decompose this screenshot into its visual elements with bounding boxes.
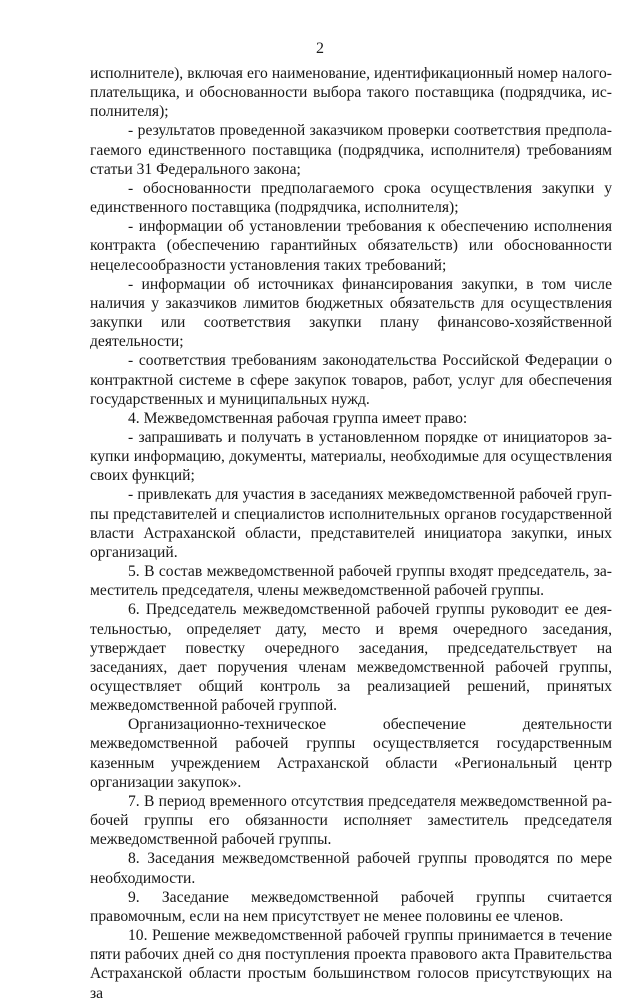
clause-4: 4. Межведомственная рабочая группа имеет право: bbox=[128, 409, 468, 427]
list-item: - запрашивать и получать в установленном порядке от инициаторов закупки информацию, документы, материалы, необходимые для осуществления своих функций; bbox=[90, 428, 612, 485]
list-item: - соответствия требованиям законодательства Российской Федерации о контрактной системе в сфере закупок товаров, работ, услуг для обеспечения государственных и муниципальных нужд. bbox=[90, 352, 612, 408]
document-body bbox=[90, 64, 612, 1003]
list-item: - информации об установлении требования к обеспечению исполнения контракта (обеспечению гарантийных обязательств) или обоснованности нецелесообразности установления таких требований; bbox=[90, 218, 612, 274]
clause-10: 10. Решение межведомственной рабочей группы принимается в течение пяти рабочих дней со дня поступления проекта правового акта Правительства Астраханской области простым большинством голосов присутствующих на за bbox=[90, 927, 612, 1002]
paragraph: исполнителе), включая его наименование, идентификационный номер налогоплательщика, и обоснованности выбора такого поставщика (подрядчика, исполнителя); bbox=[90, 65, 612, 121]
list-item: - обоснованности предполагаемого срока осуществления закупки у единственного поставщика (подрядчика, исполнителя); bbox=[90, 179, 612, 217]
clause-6: 6. Председатель межведомственной рабочей группы руководит ее деятельностью, определяет дату, место и время очередного заседания, утверждает повестку очередного заседания, председательствует на заседаниях, дает поручения членам межведомственной рабочей группы, осуществляет общий контроль за реализацией решений, принятых межведомственной рабочей группой. bbox=[90, 601, 612, 715]
list-item: - информации об источниках финансирования закупки, в том числе наличия у заказчиков лимитов бюджетных обязательств для осуществления закупки или соответствия закупки плану финансово-хозяйственной деятельности; bbox=[90, 275, 612, 351]
clause-8: 8. Заседания межведомственной рабочей группы проводятся по мере необходимости. bbox=[90, 850, 612, 887]
page-number: 2 bbox=[316, 40, 324, 57]
list-item: - результатов проведенной заказчиком проверки соответствия предполагаемого единственного поставщика (подрядчика, исполнителя) требованиям статьи 31 Федерального закона; bbox=[90, 122, 612, 178]
clause-9: 9. Заседание межведомственной рабочей группы считается правомочным, если на нем присутствует не менее половины ее членов. bbox=[90, 888, 612, 925]
clause-7: 7. В период временного отсутствия председателя межведомственной рабочей группы его обязанности исполняет заместитель председателя межведомственной рабочей группы. bbox=[90, 792, 612, 849]
list-item: - привлекать для участия в заседаниях межведомственной рабочей группы представителей и специалистов исполнительных органов государственной власти Астраханской области, представителей инициатора закупки, иных организаций. bbox=[90, 486, 612, 561]
paragraph: Организационно-техническое обеспечение деятельности межведомственной рабочей группы осуществляется государственным казенным учреждением Астраханской области «Региональный центр организации закупок». bbox=[90, 716, 612, 791]
clause-5: 5. В состав межведомственной рабочей группы входят председатель, заместитель председателя, члены межведомственной рабочей группы. bbox=[90, 563, 612, 600]
